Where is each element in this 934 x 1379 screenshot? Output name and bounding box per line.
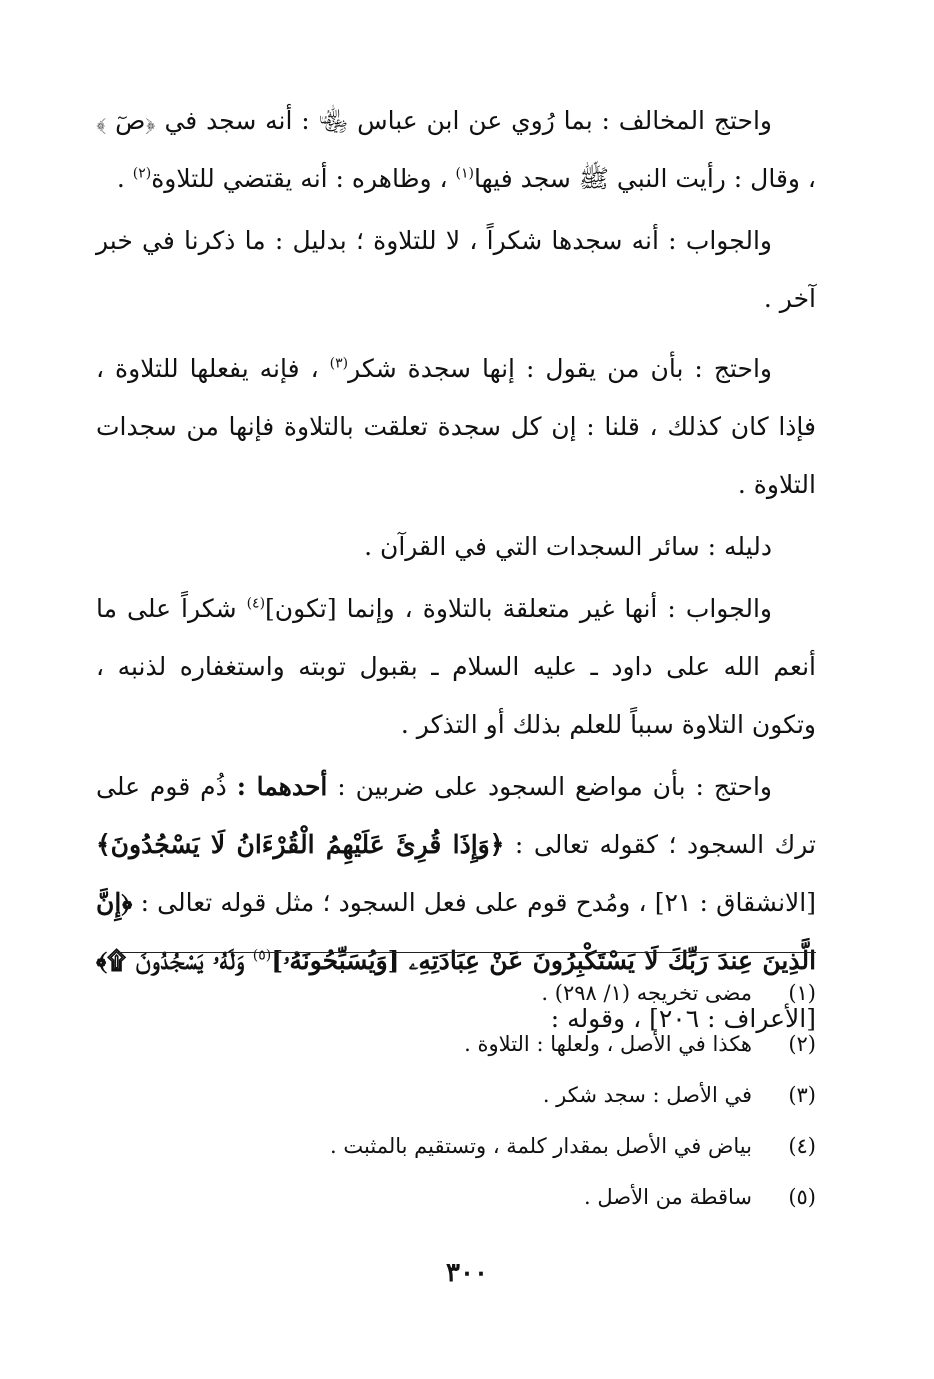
paragraph-text: ، فإنه يفعلها للتلاوة ، فإذا كان كذلك ، قلنا : إن كل سجدة تعلقت بالتلاوة فإنها من سجدات التلاوة . (96, 354, 816, 499)
footnote-text: في الأصل : سجد شكر . (542, 1083, 752, 1107)
paragraph (96, 92, 816, 208)
bold-term: أحدهما : (236, 772, 328, 801)
paragraph-text: ذُم قوم على ترك السجود ؛ كقوله تعالى : (96, 772, 816, 859)
footnote-ref: (٢) (132, 165, 152, 182)
footnote-text: مضى تخريجه (١/ ٢٩٨) . (541, 981, 752, 1005)
footnotes (116, 968, 816, 1223)
quran-verse: ﴿إِنَّ الَّذِينَ عِندَ رَبِّكَ لَا يَسْتَكْبِرُونَ عَنْ عِبَادَتِهِۦ [وَيُسَبِّحُونَهُۥ] (96, 888, 817, 975)
footnote (116, 1172, 816, 1223)
footnote-number: (٣) (788, 1083, 816, 1107)
footnote-number: (٥) (788, 1185, 816, 1209)
footnote (116, 968, 816, 1019)
paragraph-text: واحتج المخالف : بما رُوي عن ابن عباس ﵄ : أنه سجد في ﴿صٓ ﴾ ، وقال : رأيت النبي ﷺ سجد فيها (96, 106, 816, 193)
footnote-text: بياض في الأصل بمقدار كلمة ، وتستقيم بالمثبت . (330, 1134, 752, 1158)
quran-verse: ﴿وَإِذَا قُرِئَ عَلَيْهِمُ الْقُرْءَانُ لَا يَسْجُدُونَ﴾ (96, 830, 505, 859)
paragraph (96, 340, 816, 514)
footnote (116, 1121, 816, 1172)
paragraph-text: واحتج : بأن من يقول : إنها سجدة شكر (348, 354, 773, 383)
paragraph (96, 580, 816, 754)
paragraph-text: ، وظاهره : أنه يقتضي للتلاوة (151, 164, 448, 193)
footnote-ref: (٤) (246, 595, 266, 612)
footnote-ref: (٥) (252, 947, 272, 964)
main-text (96, 92, 816, 1052)
quran-verse: وَلَهُۥ يَسْجُدُونَ ۩﴾ (96, 946, 245, 975)
footnote-text: ساقطة من الأصل . (584, 1185, 752, 1209)
verse-reference: [الأعراف : ٢٠٦] ، وقوله : (550, 1004, 816, 1033)
paragraph (96, 518, 816, 576)
footnote-divider (116, 952, 816, 953)
paragraph-text: . (116, 164, 125, 193)
paragraph-text: واحتج : بأن مواضع السجود على ضربين : (337, 772, 772, 801)
footnote-text: هكذا في الأصل ، ولعلها : التلاوة . (464, 1032, 752, 1056)
paragraph-text: والجواب : أنه سجدها شكراً ، لا للتلاوة ؛ بدليل : ما ذكرنا في خبر آخر . (96, 226, 816, 313)
footnote (116, 1070, 816, 1121)
footnote-number: (١) (788, 981, 816, 1005)
footnote-number: (٢) (788, 1032, 816, 1056)
verse-reference: [الانشقاق : ٢١] ، (638, 888, 817, 917)
page-number: ٣٠٠ (446, 1258, 488, 1288)
footnote (116, 1019, 816, 1070)
footnote-ref: (٣) (329, 355, 349, 372)
footnote-ref: (١) (455, 165, 475, 182)
paragraph-text: دليله : سائر السجدات التي في القرآن . (364, 532, 772, 561)
footnote-number: (٤) (788, 1134, 816, 1158)
paragraph-text: والجواب : أنها غير متعلقة بالتلاوة ، وإنما [تكون] (265, 594, 772, 623)
paragraph (96, 212, 816, 328)
paragraph-text: ومُدح قوم على فعل السجود ؛ مثل قوله تعالى : (140, 888, 631, 917)
paragraph-text: شكراً على ما أنعم الله على داود ـ عليه السلام ـ بقبول توبته واستغفاره لذنبه ، وتكون التلاوة سبباً للعلم بذلك أو التذكر . (96, 594, 816, 739)
